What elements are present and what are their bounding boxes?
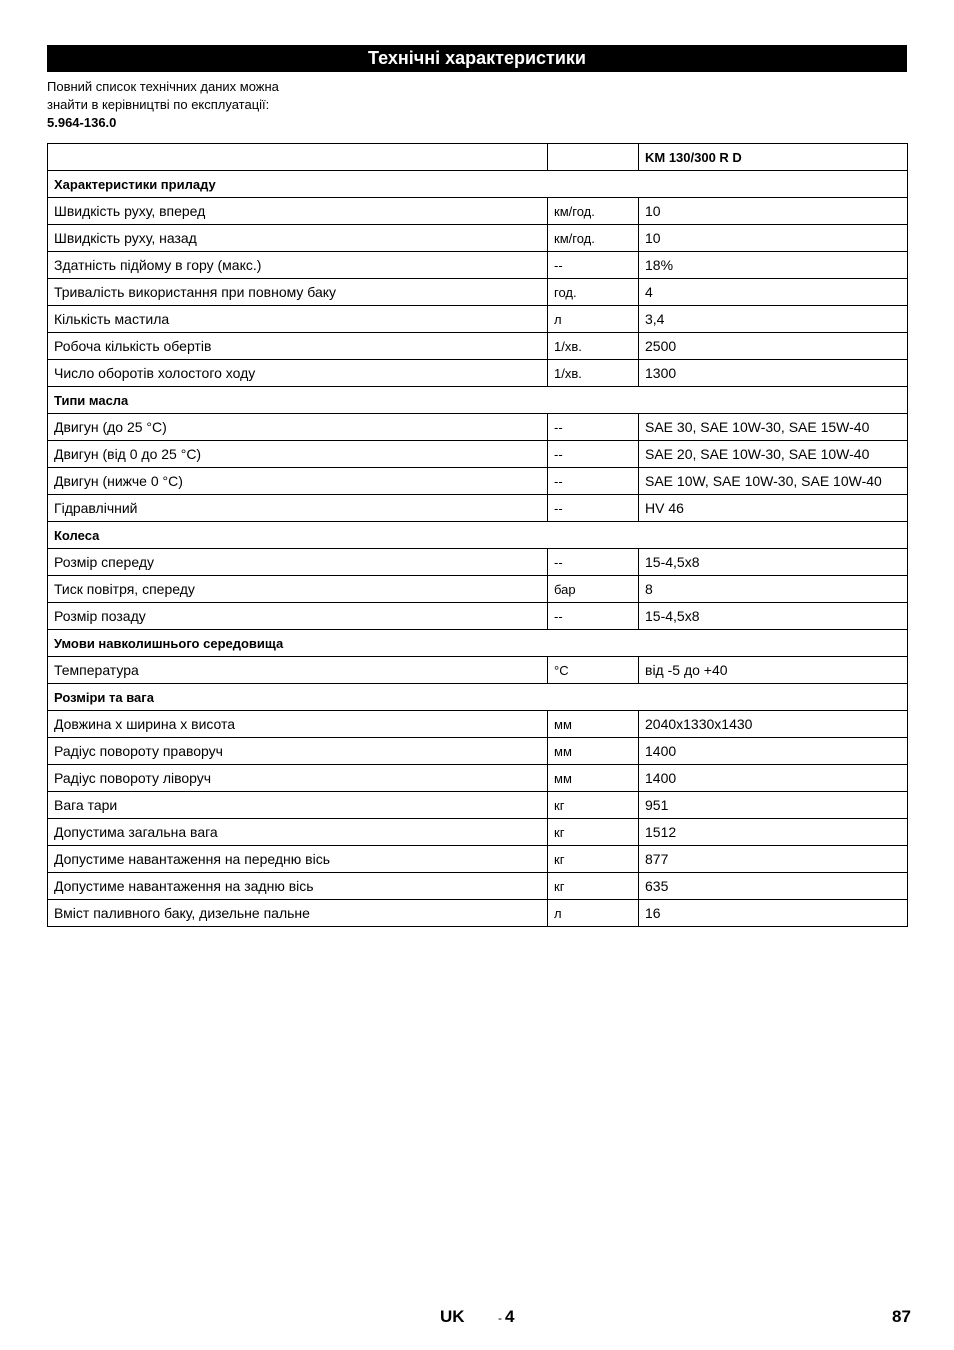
spec-unit-cell: -- (548, 549, 639, 576)
spec-value-cell: 951 (639, 792, 908, 819)
table-row (48, 279, 908, 306)
footer-dash: - (498, 1311, 502, 1325)
spec-label-cell: Температура (48, 657, 548, 684)
spec-unit-cell: -- (548, 603, 639, 630)
header-cell-model: KM 130/300 R D (639, 144, 908, 171)
table-row (48, 711, 908, 738)
spec-value-cell: 15-4,5x8 (639, 603, 908, 630)
header-cell-unit (548, 144, 639, 171)
table-header-row (48, 144, 908, 171)
spec-value-cell: 18% (639, 252, 908, 279)
spec-value-cell: 1400 (639, 738, 908, 765)
spec-label-cell: Радіус повороту ліворуч (48, 765, 548, 792)
spec-value-cell: 4 (639, 279, 908, 306)
table-row (48, 846, 908, 873)
table-row (48, 576, 908, 603)
spec-label-cell: Вага тари (48, 792, 548, 819)
spec-label-cell: Допустиме навантаження на задню вісь (48, 873, 548, 900)
spec-value-cell: 16 (639, 900, 908, 927)
spec-value-cell: SAE 30, SAE 10W-30, SAE 15W-40 (639, 414, 908, 441)
spec-unit-cell: кг (548, 873, 639, 900)
table-row (48, 549, 908, 576)
spec-value-cell: 8 (639, 576, 908, 603)
spec-unit-cell: -- (548, 495, 639, 522)
spec-unit-cell: кг (548, 792, 639, 819)
spec-value-cell: 1512 (639, 819, 908, 846)
table-section-row (48, 522, 908, 549)
spec-unit-cell: мм (548, 738, 639, 765)
spec-label-cell: Вміст паливного баку, дизельне пальне (48, 900, 548, 927)
spec-unit-cell: кг (548, 846, 639, 873)
table-row (48, 792, 908, 819)
spec-label-cell: Двигун (нижче 0 °C) (48, 468, 548, 495)
spec-value-cell: SAE 10W, SAE 10W-30, SAE 10W-40 (639, 468, 908, 495)
spec-unit-cell: 1/хв. (548, 360, 639, 387)
table-section-row (48, 684, 908, 711)
spec-value-cell: HV 46 (639, 495, 908, 522)
footer-page-number: 87 (892, 1307, 911, 1326)
spec-label-cell: Тривалість використання при повному баку (48, 279, 548, 306)
footer-section-page-number: 4 (505, 1307, 515, 1326)
table-row (48, 603, 908, 630)
spec-value-cell: 2040x1330x1430 (639, 711, 908, 738)
spec-label-cell: Гідравлічний (48, 495, 548, 522)
table-section-row (48, 387, 908, 414)
table-section-row (48, 630, 908, 657)
spec-unit-cell: л (548, 900, 639, 927)
table-row (48, 495, 908, 522)
specifications-table-body (48, 144, 908, 927)
section-title-bar (47, 45, 907, 72)
spec-unit-cell: -- (548, 252, 639, 279)
specifications-table (47, 143, 908, 927)
spec-unit-cell: °C (548, 657, 639, 684)
intro-line-1: Повний список технічних даних можна (47, 79, 279, 94)
spec-value-cell: від -5 до +40 (639, 657, 908, 684)
spec-label-cell: Двигун (від 0 до 25 °C) (48, 441, 548, 468)
table-row (48, 333, 908, 360)
table-row (48, 252, 908, 279)
spec-value-cell: 1300 (639, 360, 908, 387)
spec-label-cell: Тиск повітря, спереду (48, 576, 548, 603)
table-row (48, 819, 908, 846)
spec-label-cell: Двигун (до 25 °C) (48, 414, 548, 441)
page-title: Технічні характеристики (368, 48, 586, 68)
spec-unit-cell: мм (548, 711, 639, 738)
table-row (48, 900, 908, 927)
spec-label-cell: Число оборотів холостого ходу (48, 360, 548, 387)
table-row (48, 738, 908, 765)
table-section-row (48, 171, 908, 198)
section-heading: Типи масла (48, 387, 908, 414)
spec-value-cell: 877 (639, 846, 908, 873)
section-heading: Характеристики приладу (48, 171, 908, 198)
spec-label-cell: Допустима загальна вага (48, 819, 548, 846)
spec-value-cell: 10 (639, 225, 908, 252)
spec-unit-cell: км/год. (548, 225, 639, 252)
spec-value-cell: 1400 (639, 765, 908, 792)
spec-value-cell: SAE 20, SAE 10W-30, SAE 10W-40 (639, 441, 908, 468)
spec-unit-cell: -- (548, 441, 639, 468)
footer-language: UK (440, 1307, 465, 1326)
table-row (48, 414, 908, 441)
table-row (48, 198, 908, 225)
spec-unit-cell: 1/хв. (548, 333, 639, 360)
table-row (48, 441, 908, 468)
table-row (48, 873, 908, 900)
spec-value-cell: 635 (639, 873, 908, 900)
table-row (48, 225, 908, 252)
spec-unit-cell: год. (548, 279, 639, 306)
spec-label-cell: Робоча кількість обертів (48, 333, 548, 360)
spec-unit-cell: -- (548, 468, 639, 495)
section-heading: Колеса (48, 522, 908, 549)
spec-label-cell: Кількість мастила (48, 306, 548, 333)
footer-section-page (498, 1307, 514, 1327)
section-heading: Розміри та вага (48, 684, 908, 711)
spec-value-cell: 3,4 (639, 306, 908, 333)
spec-label-cell: Швидкість руху, вперед (48, 198, 548, 225)
spec-label-cell: Допустиме навантаження на передню вісь (48, 846, 548, 873)
table-row (48, 657, 908, 684)
spec-label-cell: Розмір спереду (48, 549, 548, 576)
spec-unit-cell: мм (548, 765, 639, 792)
reference-number: 5.964-136.0 (47, 115, 117, 130)
spec-label-cell: Швидкість руху, назад (48, 225, 548, 252)
spec-unit-cell: л (548, 306, 639, 333)
spec-unit-cell: -- (548, 414, 639, 441)
table-row (48, 360, 908, 387)
spec-label-cell: Здатність підйому в гору (макс.) (48, 252, 548, 279)
section-heading: Умови навколишнього середовища (48, 630, 908, 657)
spec-unit-cell: км/год. (548, 198, 639, 225)
spec-label-cell: Радіус повороту праворуч (48, 738, 548, 765)
intro-text (47, 78, 367, 132)
spec-label-cell: Довжина х ширина х висота (48, 711, 548, 738)
spec-value-cell: 10 (639, 198, 908, 225)
table-row (48, 306, 908, 333)
table-row (48, 765, 908, 792)
spec-value-cell: 2500 (639, 333, 908, 360)
spec-label-cell: Розмір позаду (48, 603, 548, 630)
spec-unit-cell: бар (548, 576, 639, 603)
intro-line-2: знайти в керівництві по експлуатації: (47, 97, 270, 112)
table-row (48, 468, 908, 495)
spec-value-cell: 15-4,5x8 (639, 549, 908, 576)
spec-unit-cell: кг (548, 819, 639, 846)
header-cell-label (48, 144, 548, 171)
